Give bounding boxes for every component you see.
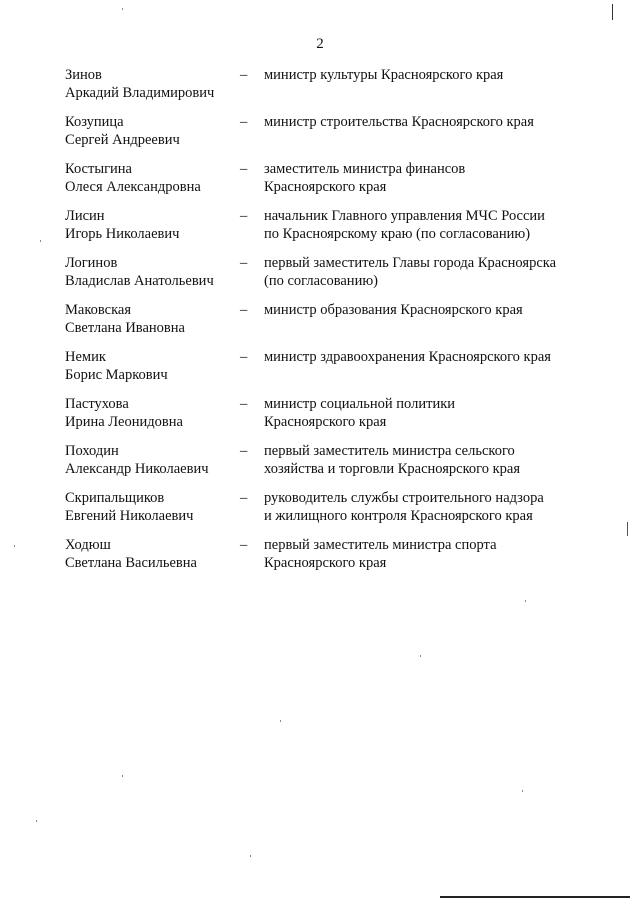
surname: Ходюш [65,537,111,553]
person-name [65,254,240,301]
person-name [65,536,240,583]
position-line: первый заместитель министра спорта [264,537,497,553]
dash: – [240,490,248,506]
dash: – [240,537,248,553]
position-title [264,254,585,301]
list-item [65,207,585,254]
dash: – [240,302,248,318]
dash: – [240,255,248,271]
scan-speck [40,240,41,242]
page-number: 2 [316,36,324,52]
position-title [264,489,585,536]
given-names: Ирина Леонидовна [65,414,183,430]
position-line: и жилищного контроля Красноярского края [264,508,533,524]
person-name [65,442,240,489]
person-name [65,113,240,160]
surname: Скрипальщиков [65,490,165,506]
person-name [65,395,240,442]
list-item [65,442,585,489]
scan-speck [525,600,526,602]
given-names: Светлана Ивановна [65,320,185,336]
scan-speck [122,775,123,777]
given-names: Александр Николаевич [65,461,209,477]
list-item [65,536,585,583]
given-names: Владислав Анатольевич [65,273,214,289]
position-line: министр образования Красноярского края [264,302,523,318]
surname: Походин [65,443,119,459]
surname: Лисин [65,208,105,224]
scan-edge-line [440,896,630,898]
member-list [65,66,585,583]
position-title [264,160,585,207]
position-title [264,301,585,348]
position-line: заместитель министра финансов [264,161,466,177]
given-names: Сергей Андреевич [65,132,180,148]
position-line: Красноярского края [264,179,387,195]
dash: – [240,443,248,459]
position-title [264,442,585,489]
position-title [264,536,585,583]
scan-speck [14,545,15,547]
dash: – [240,114,248,130]
position-line: руководитель службы строительного надзора [264,490,544,506]
given-names: Борис Маркович [65,367,168,383]
scan-speck [280,720,281,722]
surname: Костыгина [65,161,132,177]
person-name [65,301,240,348]
position-title [264,66,585,113]
person-name [65,348,240,395]
scan-speck [420,655,421,657]
surname: Зинов [65,67,102,83]
position-title [264,113,585,160]
person-name [65,489,240,536]
scan-edge-mark [627,522,628,536]
position-line: (по согласованию) [264,273,378,289]
surname: Пастухова [65,396,129,412]
list-item [65,395,585,442]
dash: – [240,208,248,224]
scan-speck [36,820,37,822]
list-item [65,113,585,160]
position-title [264,395,585,442]
list-item [65,301,585,348]
position-title [264,207,585,254]
dash: – [240,161,248,177]
list-item [65,160,585,207]
list-item [65,254,585,301]
position-line: первый заместитель министра сельского [264,443,515,459]
position-line: первый заместитель Главы города Красноярска [264,255,557,271]
surname: Маковская [65,302,132,318]
position-line: министр здравоохранения Красноярского края [264,349,551,365]
given-names: Игорь Николаевич [65,226,180,242]
position-line: хозяйства и торговли Красноярского края [264,461,521,477]
dash: – [240,67,248,83]
position-line: министр культуры Красноярского края [264,67,504,83]
scan-edge-mark [612,4,613,20]
person-name [65,66,240,113]
position-title [264,348,585,395]
person-name [65,207,240,254]
dash: – [240,349,248,365]
position-line: по Красноярскому краю (по согласованию) [264,226,531,242]
list-item [65,66,585,113]
given-names: Евгений Николаевич [65,508,194,524]
position-line: начальник Главного управления МЧС России [264,208,545,224]
position-line: министр строительства Красноярского края [264,114,534,130]
scan-speck [250,855,251,857]
position-line: Красноярского края [264,414,387,430]
scan-speck [522,790,523,792]
given-names: Светлана Васильевна [65,555,197,571]
list-item [65,489,585,536]
given-names: Олеся Александровна [65,179,201,195]
list-item [65,348,585,395]
position-line: министр социальной политики [264,396,456,412]
surname: Логинов [65,255,118,271]
position-line: Красноярского края [264,555,387,571]
scan-speck [122,8,123,10]
surname: Немик [65,349,106,365]
dash: – [240,396,248,412]
given-names: Аркадий Владимирович [65,85,215,101]
person-name [65,160,240,207]
surname: Козупица [65,114,124,130]
